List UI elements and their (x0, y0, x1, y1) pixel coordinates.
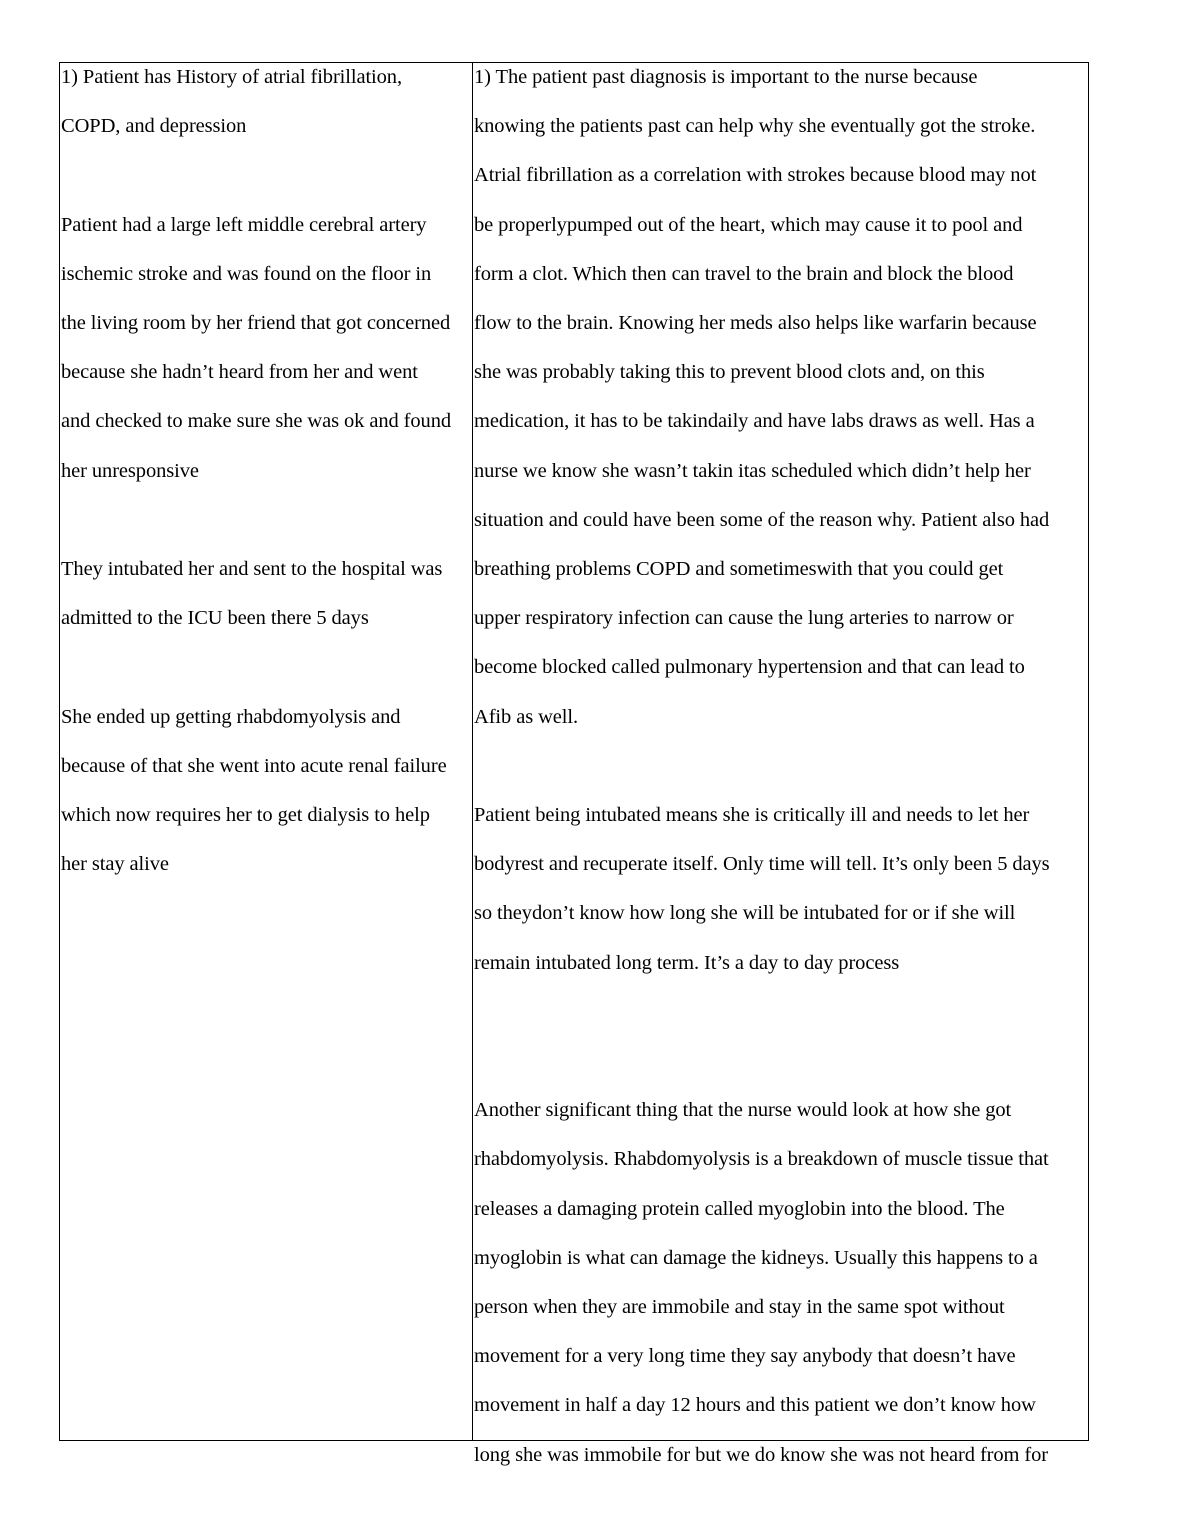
left-column-line: 1) Patient has History of atrial fibrillation, (61, 66, 402, 88)
right-column-line: bodyrest and recuperate itself. Only time will tell. It’s only been 5 days (474, 853, 1050, 876)
right-column-line: 1) The patient past diagnosis is important to the nurse because (474, 66, 978, 88)
right-column-line: Another significant thing that the nurse would look at how she got (474, 1099, 1012, 1122)
right-column-line: knowing the patients past can help why she eventually got the stroke. (474, 115, 1036, 138)
right-column-line: releases a damaging protein called myoglobin into the blood. The (474, 1197, 1005, 1220)
right-column-line: nurse we know she wasn’t takin itas scheduled which didn’t help her (474, 459, 1031, 482)
left-column-line: They intubated her and sent to the hospital was (61, 558, 443, 580)
left-column-line: her stay alive (61, 853, 169, 876)
right-column-line: rhabdomyolysis. Rhabdomyolysis is a breakdown of muscle tissue that (474, 1148, 1049, 1171)
right-column-line: remain intubated long term. It’s a day to day process (474, 951, 900, 974)
right-column-line: be properlypumped out of the heart, which may cause it to pool and (474, 213, 1023, 236)
right-column-line: breathing problems COPD and sometimeswith that you could get (474, 558, 1004, 580)
right-column-line: movement for a very long time they say anybody that doesn’t have (474, 1345, 1016, 1368)
right-column-line: become blocked called pulmonary hypertension and that can lead to (474, 656, 1025, 679)
right-column-line: medication, it has to be takindaily and have labs draws as well. Has a (474, 410, 1035, 433)
right-column-line: person when they are immobile and stay in the same spot without (474, 1296, 1005, 1318)
right-column-line: Atrial fibrillation as a correlation with strokes because blood may not (474, 164, 1037, 187)
left-column-line: and checked to make sure she was ok and found (61, 410, 451, 433)
right-column-line: myoglobin is what can damage the kidneys. Usually this happens to a (474, 1246, 1038, 1269)
left-column-line: the living room by her friend that got concerned (61, 312, 451, 334)
left-column-line: her unresponsive (61, 459, 199, 482)
left-column-line: admitted to the ICU been there 5 days (61, 607, 369, 630)
left-column-line: COPD, and depression (61, 115, 247, 138)
left-column-line: ischemic stroke and was found on the floor in (61, 262, 432, 285)
right-column-line: she was probably taking this to prevent blood clots and, on this (474, 361, 985, 384)
left-column-line: because she hadn’t heard from her and went (61, 361, 418, 384)
right-column-line: movement in half a day 12 hours and this patient we don’t know how (474, 1394, 1036, 1417)
right-column-line: flow to the brain. Knowing her meds also helps like warfarin because (474, 312, 1037, 334)
left-column-line: She ended up getting rhabdomyolysis and (61, 705, 401, 728)
left-column-line: Patient had a large left middle cerebral artery (61, 213, 427, 236)
right-column (473, 63, 1088, 1466)
right-column-line: Patient being intubated means she is critically ill and needs to let her (474, 804, 1030, 826)
left-column (60, 63, 473, 1440)
right-column-line: upper respiratory infection can cause the lung arteries to narrow or (474, 607, 1014, 630)
right-column-line: long she was immobile for but we do know she was not heard from for (474, 1443, 1049, 1466)
right-column-line: form a clot. Which then can travel to the brain and block the blood (474, 262, 1014, 285)
notes-table (59, 62, 1089, 1466)
left-column-line: which now requires her to get dialysis to help (61, 804, 430, 826)
right-column-line: so theydon’t know how long she will be intubated for or if she will (474, 902, 1016, 925)
right-column-line: situation and could have been some of the reason why. Patient also had (474, 508, 1050, 531)
left-column-line: because of that she went into acute renal failure (61, 754, 447, 777)
right-column-line: Afib as well. (474, 705, 579, 728)
